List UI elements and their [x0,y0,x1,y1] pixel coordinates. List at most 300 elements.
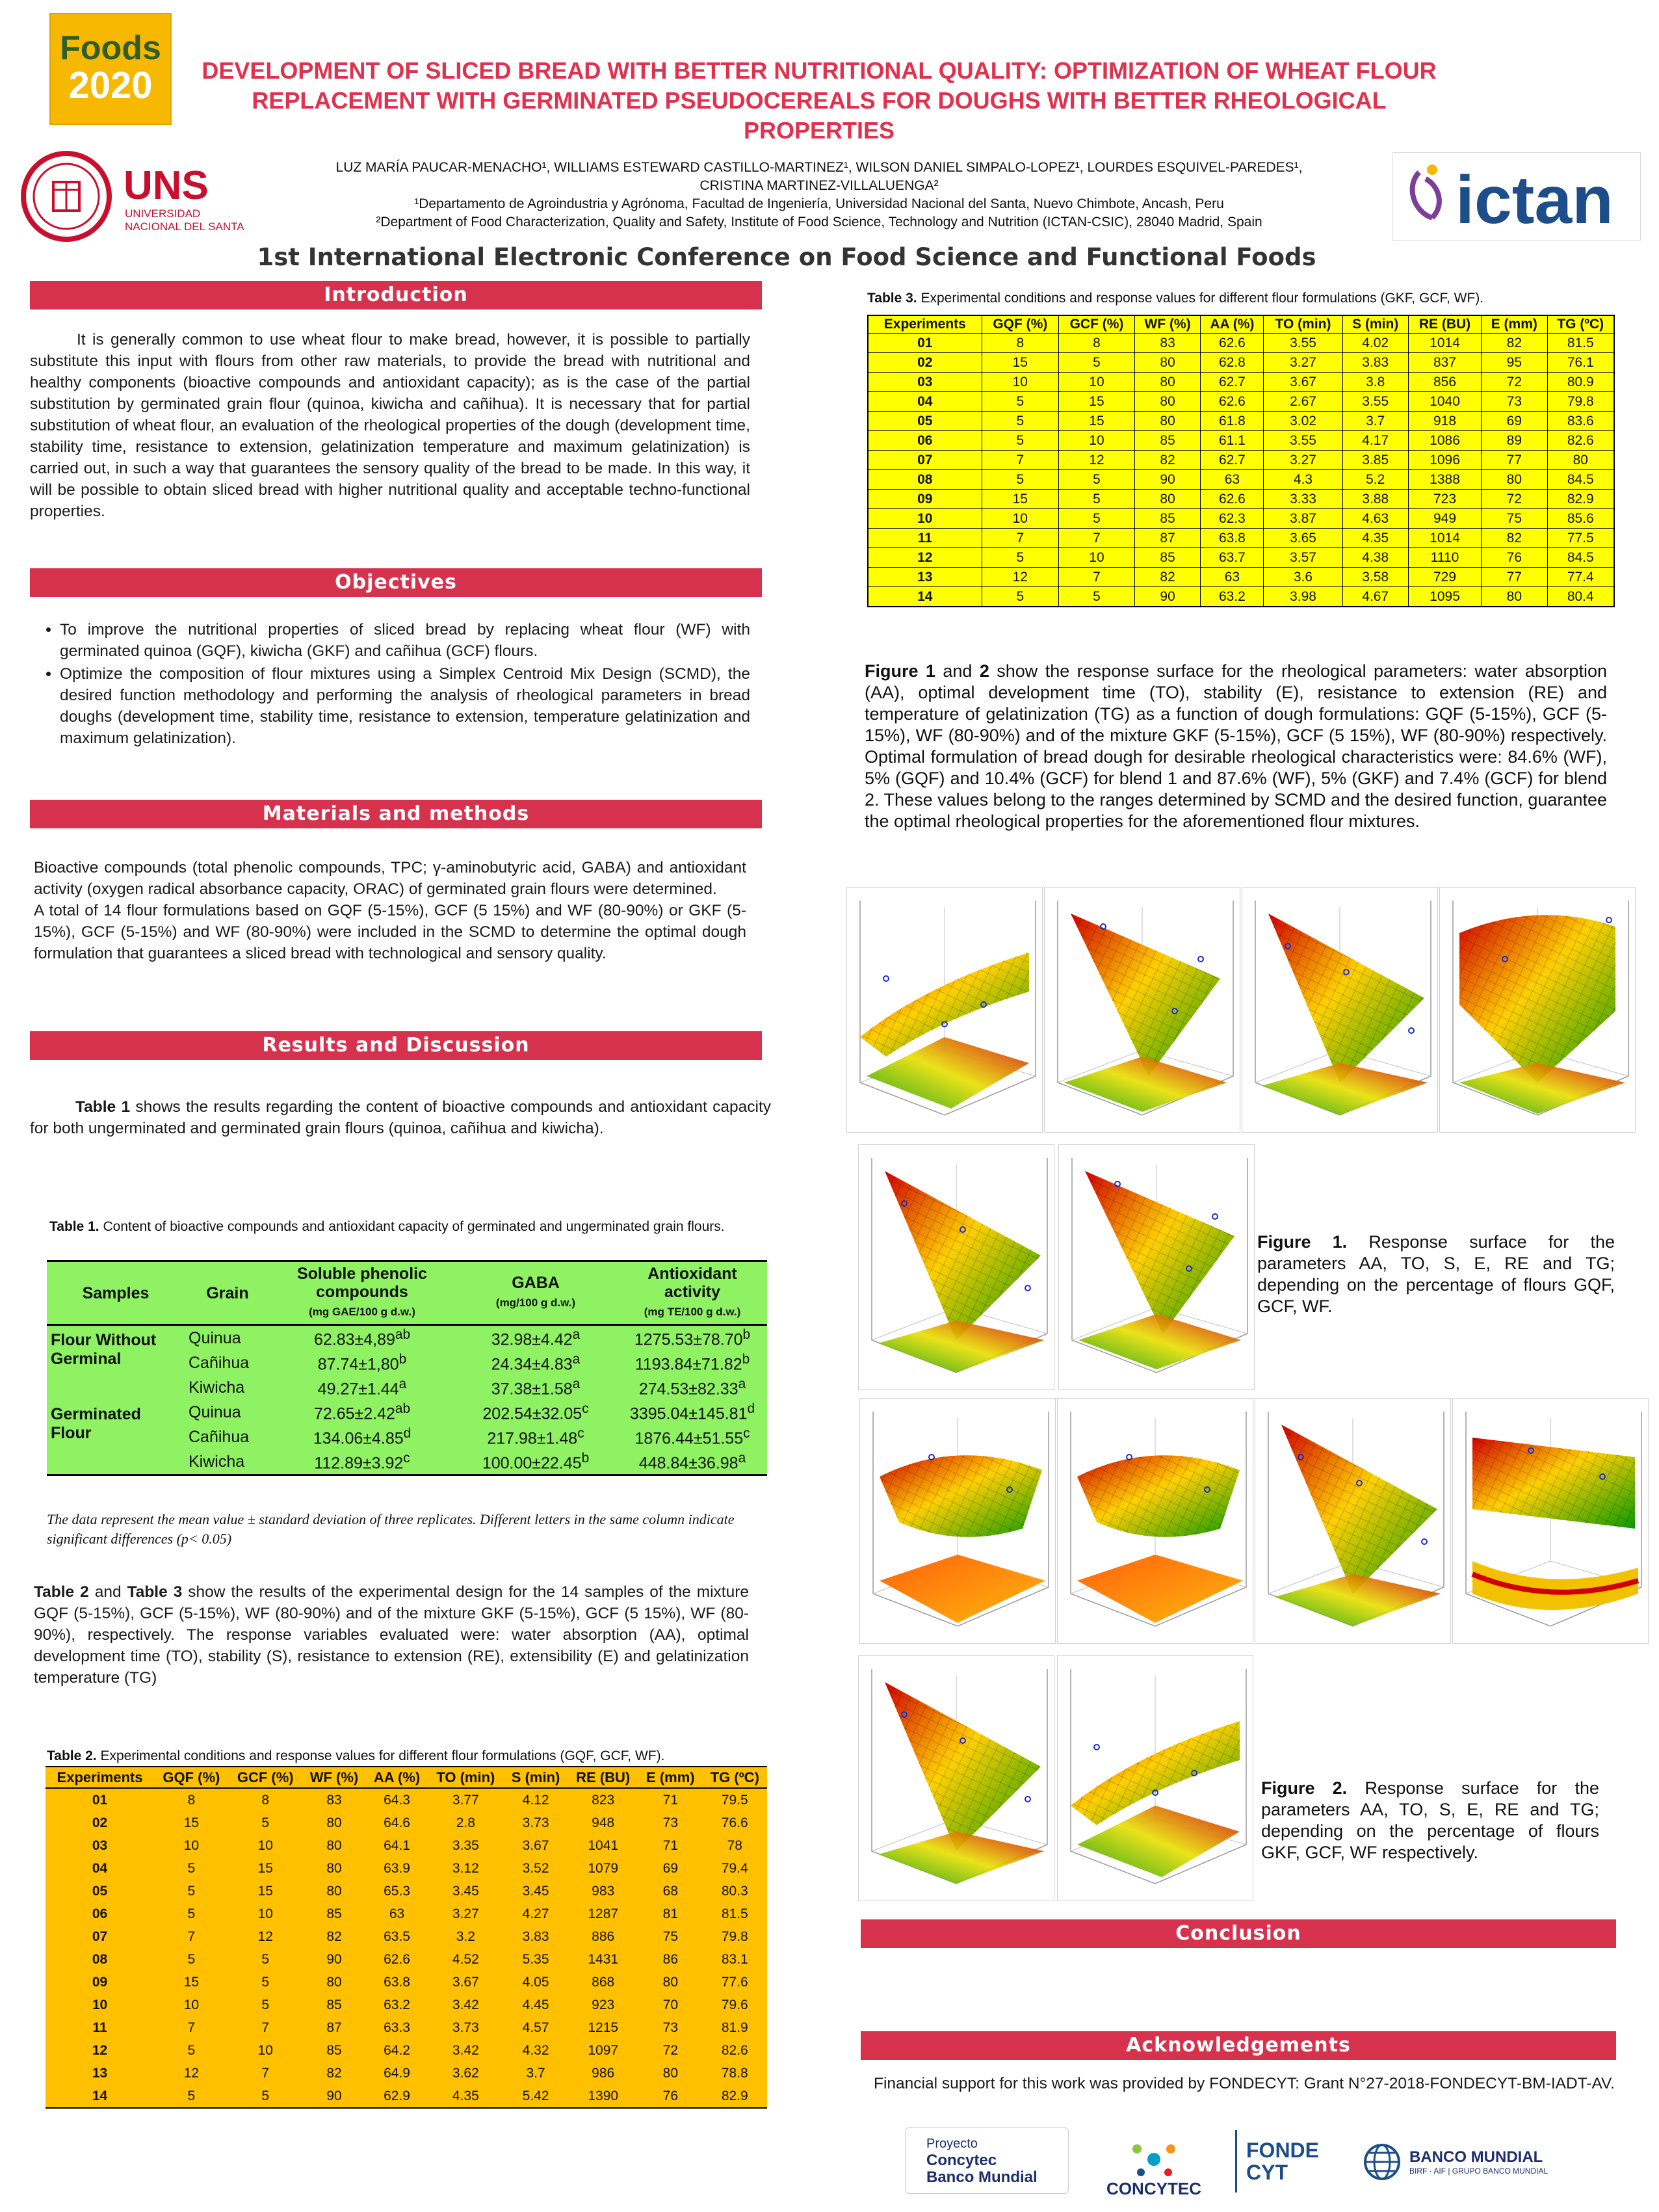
table-row [46,2085,767,2108]
table3-cell: 07 [868,451,982,470]
table3-cell: 89 [1482,431,1547,451]
table2-cell: 948 [592,1815,615,1830]
table2-cell: 1390 [588,2088,619,2103]
table3-cell: 10 [868,509,982,529]
table3-cell: 4.02 [1342,334,1408,353]
table-row [46,1811,767,1834]
table3-cell: 4.17 [1342,431,1408,451]
table2-cell: 5 [187,1883,196,1899]
table1-cell: 1876.44±51.55$^c$ [634,1425,750,1448]
surface-graphic [1058,1399,1253,1643]
table3-cell: 63 [1201,568,1264,587]
table3-cell: 62.7 [1201,451,1264,470]
table2-cell: 1287 [588,1906,619,1921]
table2-cell: 79.5 [721,1792,748,1808]
table3-cell: 62.8 [1201,353,1264,373]
table3-cell: 1096 [1408,451,1481,470]
table2-cell: 86 [662,1951,678,1967]
table3-cell: 72 [1482,490,1547,509]
table2-header: GQF (%) [163,1769,220,1785]
table3-cell: 15 [982,490,1058,509]
table2-cell: 70 [662,1997,678,2012]
table3-cell: 62.6 [1201,334,1264,353]
table2-cell: 5 [261,1951,270,1967]
table3-cell: 10 [1059,431,1135,451]
table-row [47,1325,767,1351]
affiliation-2: ²Department of Food Characterization, Quality and Safety, Institute of Food Science, Technology and Nutrition (ICTAN-CSIC), 28040 Madrid, Spain [376,215,1262,230]
table3-header: WF (%) [1134,315,1200,334]
table2-cell: 7 [187,1929,196,1944]
table2-cell: 10 [257,1837,273,1853]
surface-graphic [1059,1145,1254,1389]
table3-cell: 80 [1134,392,1200,412]
table3-cell: 3.7 [1342,412,1408,431]
table3-cell: 1388 [1408,470,1481,490]
table3-cell: 82.9 [1547,490,1614,509]
table2-cell: 80 [326,1883,342,1899]
table2-cell: 63.9 [384,1860,410,1876]
table3-cell: 80.4 [1547,587,1614,607]
response-surface-plot [1242,887,1438,1133]
table3-cell: 3.27 [1264,353,1342,373]
table2-cell: 823 [592,1792,615,1808]
table3-cell: 2.67 [1264,392,1342,412]
table1-cell: Cañihua [189,1353,250,1372]
table2-cell: 78 [727,1837,742,1853]
objectives-heading: Objectives [30,568,762,597]
table1-cell: 62.83±4,89$^{ab}$ [313,1326,411,1349]
response-surface-plot [1058,1144,1255,1390]
results-paragraph-2: Table 2 and Table 3 show the results of the experimental design for the 14 samples of the mixture GQF (5-15%), GCF (5-15%), WF (80-90%) and of the mixture GKF (5-15%), GCF (5 15%), WF (80-90%), respectively. The response variables evaluated were: water absorption (AA), optimal development time (TO), stability (S), resistance to extension (RE), extensibility (E) and gelatinization temperature (TG) [34,1583,750,1687]
table1-group: Flour Without Germinal [51,1331,157,1368]
conference-name: 1st International Electronic Conference on Food Science and Functional Foods [257,243,1316,271]
table2 [46,1766,767,2109]
table2-cell: 80 [326,1860,342,1876]
table3-cell: 949 [1408,509,1481,529]
table1-header-orac: Antioxidant activity (mg TE/100 g d.w.) [644,1265,741,1318]
table2-cell: 07 [92,1929,108,1944]
table2-cell: 2.8 [456,1815,475,1830]
globe-icon [1363,2142,1402,2181]
table3-cell: 7 [982,529,1058,548]
uns-seal-icon [20,148,244,244]
table2-cell: 4.32 [522,2042,549,2058]
table3-cell: 62.3 [1201,509,1264,529]
svg-text:UNIVERSIDAD: UNIVERSIDAD [125,207,201,220]
table2-cell: 62.6 [384,1951,410,1967]
table2-cell: 1079 [588,1860,619,1876]
table2-cell: 15 [257,1883,273,1899]
table2-cell: 82.9 [721,2088,748,2103]
table3-cell: 04 [868,392,982,412]
table2-cell: 3.67 [452,1974,479,1990]
results-heading: Results and Discussion [30,1031,762,1060]
table3-cell: 3.57 [1264,548,1342,568]
table-row [868,490,1614,509]
table2-cell: 3.45 [452,1883,479,1899]
table3-cell: 82 [1482,334,1547,353]
table3-cell: 84.5 [1547,470,1614,490]
table3-cell: 1086 [1408,431,1481,451]
table-row [868,568,1614,587]
table2-cell: 1215 [588,2020,619,2035]
table-row [46,1994,767,2016]
objective-item: • Optimize the composition of flour mixtures using a Simplex Centroid Mix Design (SCMD), the desired function methodology and performing the analysis of rheological parameters in bread doughs (development time, stability time, resistance to extension, temperature gelatinization and maximum gelatinization). [60,663,750,749]
table2-cell: 12 [92,2042,108,2058]
table3-header: GCF (%) [1059,315,1135,334]
table2-header: E (mm) [646,1769,695,1785]
table2-cell: 65.3 [384,1883,410,1899]
table2-header: TG (ºC) [710,1769,759,1785]
surface-graphic [1045,888,1240,1132]
surface-graphic [1242,888,1437,1132]
table2-cell: 15 [183,1815,200,1830]
table3-cell: 723 [1408,490,1481,509]
table-row [868,548,1614,568]
concytec-dots-icon [1128,2140,1180,2179]
table2-cell: 85 [326,1997,342,2012]
conclusion-heading: Conclusion [861,1919,1616,1948]
surface-graphic [1440,888,1635,1132]
table2-cell: 986 [592,2065,615,2081]
table3-cell: 03 [868,373,982,392]
table3-cell: 14 [868,587,982,607]
table3-cell: 10 [1059,548,1135,568]
table2-cell: 12 [183,2065,200,2081]
table2-cell: 80 [326,1837,342,1853]
table1-header-gaba: GABA (mg/100 g d.w.) [495,1274,576,1309]
table2-cell: 5 [187,1951,196,1967]
table1-cell: 1193.84±71.82$^b$ [634,1351,750,1374]
surface-graphic [1255,1399,1450,1643]
table1-header-tpc: Soluble phenolic compounds (mg GAE/100 g d.w.) [296,1265,427,1318]
surface-graphic [1058,1656,1253,1901]
table2-cell: 82 [326,2065,342,2081]
table2-cell: 3.83 [522,1929,549,1944]
table2-cell: 71 [662,1792,678,1808]
response-surface-plot [846,887,1043,1133]
table3-cell: 3.67 [1264,373,1342,392]
table2-cell: 5.35 [522,1951,549,1967]
acknowledgements-text: Financial support for this work was provided by FONDECYT: Grant N°27-2018-FONDECYT-BM-IADT-AV. [874,2075,1615,2092]
table3-cell: 95 [1482,353,1547,373]
table3-cell: 15 [1059,412,1135,431]
table2-cell: 4.12 [522,1792,549,1808]
table1-header-samples: Samples [82,1284,150,1302]
concytec-logo: CONCYTEC [1092,2121,1216,2199]
table3-cell: 77 [1482,568,1547,587]
table3-cell: 3.6 [1264,568,1342,587]
table3-cell: 1095 [1408,587,1481,607]
table3-cell: 5 [982,470,1058,490]
table3-cell: 80 [1134,373,1200,392]
concytec-bm-logo: Proyecto Concytec Banco Mundial [905,2127,1069,2194]
table3-cell: 77.4 [1547,568,1614,587]
table3-cell: 1040 [1408,392,1481,412]
table3-cell: 5 [982,431,1058,451]
table3-cell: 13 [868,568,982,587]
table3-cell: 62.6 [1201,490,1264,509]
svg-text:UNS: UNS [124,163,209,208]
table3-cell: 3.02 [1264,412,1342,431]
response-surface-plot [1452,1398,1649,1644]
table3-cell: 62.6 [1201,392,1264,412]
surface-graphic [1453,1399,1648,1643]
table2-cell: 5 [187,1906,196,1921]
table3-cell: 1110 [1408,548,1481,568]
table1-cell: 1275.53±78.70$^b$ [634,1326,751,1349]
table3-cell: 5 [982,392,1058,412]
table1-cell: 87.74±1,80$^b$ [317,1351,407,1374]
table2-cell: 3.77 [452,1792,479,1808]
table3-cell: 3.55 [1342,392,1408,412]
table1-caption: Table 1. Content of bioactive compounds and antioxidant capacity of germinated and ungerminated grain flours. [49,1219,725,1234]
table3-cell: 3.83 [1342,353,1408,373]
table2-cell: 05 [92,1883,108,1899]
figures-description: Figure 1 and 2 show the response surface for the rheological parameters: water absorption (AA), optimal development time (TO), stability (E), resistance to extension (RE) and temperature of gelatinization (TG) as a function of dough formulations: GQF (5-15%), GCF (5-15%), WF (80-90%) and of the mixture GKF (5-15%), GCF (5 15%), WF (80-90%) respectively. Optimal formulation of bread dough for desirable rheological characteristics were: 84.6% (WF), 5% (GQF) and 10.4% (GCF) for blend 1 and 87.6% (WF), 5% (GKF) and 7.4% (GCF) for blend 2. These values belong to the ranges determined by SCMD and the desired function, guarantee the optimal rheological properties for the aforementioned flour mixtures. [865,661,1607,831]
table2-cell: 64.3 [384,1792,410,1808]
response-surface-plot [1255,1398,1451,1644]
table2-header: S (min) [511,1769,560,1785]
table3-cell: 7 [1059,568,1135,587]
authors-line-2: CRISTINA MARTINEZ-VILLALUENGA² [699,178,939,193]
table2-header: RE (BU) [576,1769,631,1785]
table3-cell: 5 [1059,490,1135,509]
table1-cell: Quinua [189,1402,241,1421]
table-row [46,1857,767,1880]
table2-cell: 3.27 [452,1906,479,1921]
table3-cell: 79.8 [1547,392,1614,412]
table2-cell: 3.7 [526,2065,545,2081]
table2-cell: 78.8 [721,2065,748,2081]
table3-cell: 4.35 [1342,529,1408,548]
table3-cell: 7 [982,451,1058,470]
table3-header: TG (ºC) [1547,315,1614,334]
table2-cell: 76 [662,2088,678,2103]
table3-cell: 82 [1482,529,1547,548]
table-row [868,509,1614,529]
table2-cell: 14 [92,2088,108,2103]
table-row [868,451,1614,470]
table-row [46,1903,767,1925]
table3-cell: 5.2 [1342,470,1408,490]
table3-cell: 87 [1134,529,1200,548]
response-surface-plot [858,1144,1054,1390]
table2-cell: 1097 [588,2042,619,2058]
table2-cell: 4.27 [522,1906,549,1921]
table1 [47,1260,767,1476]
table2-cell: 4.52 [452,1951,479,1967]
table3-header: Experiments [868,315,982,334]
surface-graphic [859,1145,1054,1389]
table1-header-grain: Grain [206,1284,249,1302]
table2-cell: 1041 [588,1837,619,1853]
table2-cell: 71 [662,1837,678,1853]
table3-cell: 63.7 [1201,548,1264,568]
table2-cell: 10 [92,1997,108,2012]
table3-cell: 80 [1134,490,1200,509]
table3-cell: 02 [868,353,982,373]
table3-cell: 856 [1408,373,1481,392]
table-row [46,2016,767,2039]
table1-cell: 202.54±32.05$^c$ [482,1401,589,1423]
table2-cell: 11 [92,2020,107,2035]
table3-cell: 85 [1134,509,1200,529]
methods-heading: Materials and methods [30,800,762,828]
table1-cell: Cañihua [189,1427,250,1446]
table2-cell: 62.9 [384,2088,410,2103]
table2-cell: 868 [592,1974,615,1990]
table3-cell: 4.63 [1342,509,1408,529]
table2-cell: 5 [261,1815,270,1830]
poster-title: DEVELOPMENT OF SLICED BREAD WITH BETTER NUTRITIONAL QUALITY: OPTIMIZATION OF WHEAT FLOUR REPLACEMENT WITH GERMINATED PSEUDOCEREALS FOR DOUGHS WITH BETTER RHEOLOGICAL PROPERTIES [202,57,1437,144]
table2-cell: 82.6 [721,2042,748,2058]
table2-header: WF (%) [309,1769,359,1785]
table3-cell: 918 [1408,412,1481,431]
table2-cell: 80.3 [721,1883,748,1899]
table3-cell: 12 [1059,451,1135,470]
table3-cell: 3.85 [1342,451,1408,470]
table3-cell: 09 [868,490,982,509]
table3-cell: 12 [982,568,1058,587]
table3-cell: 90 [1134,470,1200,490]
introduction-heading: Introduction [30,281,762,309]
table3-cell: 63 [1201,470,1264,490]
table2-cell: 64.1 [384,1837,410,1853]
table-row [46,1880,767,1903]
table2-cell: 15 [183,1974,200,1990]
table2-cell: 4.45 [522,1997,549,2012]
table-row [868,373,1614,392]
table2-cell: 7 [261,2065,270,2081]
table3-cell: 85 [1134,548,1200,568]
table2-cell: 3.35 [452,1837,479,1853]
table-row [46,1971,767,1994]
table2-cell: 82 [326,1929,342,1944]
table2-cell: 83.1 [721,1951,748,1967]
table2-cell: 72 [662,2042,678,2058]
ictan-logo [1392,152,1641,241]
table2-cell: 10 [183,1837,200,1853]
table2-cell: 4.35 [452,2088,479,2103]
table2-cell: 76.6 [721,1815,748,1830]
table3-cell: 3.55 [1264,334,1342,353]
table2-cell: 03 [92,1837,108,1853]
table1-cell: 217.98±1.48$^c$ [487,1425,584,1448]
table2-cell: 7 [261,2020,270,2035]
methods-paragraph-2: A total of 14 flour formulations based on GQF (5-15%), GCF (5 15%) and WF (80-90%) or GKF (5-15%), GCF (5-15%) and WF (80-90%) were included in the SCMD to determine the optimal dough formulation that guarantees a sliced bread with technological and sensory quality. [34,902,746,962]
table2-cell: 1431 [588,1951,619,1967]
table2-cell: 3.52 [522,1860,549,1876]
table3-cell: 3.58 [1342,568,1408,587]
table2-cell: 3.62 [452,2065,479,2081]
table3-cell: 90 [1134,587,1200,607]
table2-cell: 04 [92,1860,108,1876]
table-row [868,470,1614,490]
table3-cell: 4.3 [1264,470,1342,490]
table3-cell: 83 [1134,334,1200,353]
table1-cell: 24.34±4.83$^a$ [491,1351,581,1374]
table2-cell: 5 [187,1860,196,1876]
table2-cell: 5.42 [522,2088,549,2103]
table-row [868,529,1614,548]
table3-header: S (min) [1342,315,1408,334]
table1-cell: 3395.04±145.81$^d$ [629,1401,755,1423]
table2-cell: 73 [662,2020,678,2035]
table2-cell: 923 [592,1997,615,2012]
table3-cell: 77 [1482,451,1547,470]
table2-cell: 81 [662,1906,678,1921]
table2-cell: 63.8 [384,1974,410,1990]
table2-cell: 983 [592,1883,615,1899]
table2-cell: 81.9 [721,2020,748,2035]
table-row [47,1400,767,1425]
table2-cell: 5 [187,2088,196,2103]
table3-cell: 80 [1482,470,1547,490]
table1-cell: 112.89±3.92$^c$ [314,1450,410,1473]
table2-cell: 3.42 [452,2042,479,2058]
table2-cell: 64.9 [384,2065,410,2081]
table3-cell: 61.1 [1201,431,1264,451]
table-row [868,392,1614,412]
table2-cell: 85 [326,2042,342,2058]
table3-cell: 5 [1059,587,1135,607]
table2-cell: 79.8 [721,1929,748,1944]
table3-cell: 837 [1408,353,1481,373]
table3-cell: 5 [982,587,1058,607]
introduction-text: It is generally common to use wheat flour to make bread, however, it is possible to partially substitute this input with flours from other raw materials, to provide the bread with nutritional and healthy components (bioactive compounds and antioxidant capacity); as is the case of the partial substitution by germinated grain flour (quinoa, kiwicha and cañihua). It is necessary that for partial substitution of wheat flour, an evaluation of the rheological properties of the dough (development time, stability time, resistance to extension, gelatinization temperature and maximum gelatinization) is carried out, in such a way that guarantees the sensory quality of the bread to be made. In this way, it will be possible to obtain sliced bread with higher nutritional quality and acceptable techno-functional properties. [30,331,750,520]
table2-cell: 69 [662,1860,678,1876]
response-surface-plot [858,1655,1054,1901]
table1-cell: 32.98±4.42$^a$ [491,1326,581,1349]
table3-cell: 3.98 [1264,587,1342,607]
table3-cell: 84.5 [1547,548,1614,568]
table1-cell: Kiwicha [189,1452,245,1471]
table3-cell: 729 [1408,568,1481,587]
table3-cell: 5 [982,412,1058,431]
figure2-caption: Figure 2. Response surface for the parameters AA, TO, S, E, RE and TG; depending on the percentage of flours GKF, GCF, WF respectively. [1261,1778,1599,1862]
table2-cell: 7 [187,2020,196,2035]
table1-cell: 37.38±1.58$^a$ [491,1376,581,1399]
methods-text [34,857,746,964]
table-row [46,1788,767,1811]
table1-cell: 448.84±36.98$^a$ [638,1450,746,1473]
table3-cell: 85 [1134,431,1200,451]
table3-cell: 69 [1482,412,1547,431]
table1-cell: 134.06±4.85$^d$ [313,1425,411,1448]
table3-cell: 3.88 [1342,490,1408,509]
table2-header: Experiments [57,1769,143,1785]
table2-cell: 63.5 [384,1929,410,1944]
table3-cell: 1014 [1408,334,1481,353]
table2-cell: 3.73 [452,2020,479,2035]
table3-cell: 3.8 [1342,373,1408,392]
table2-cell: 80 [662,2065,678,2081]
table2-caption: Table 2. Experimental conditions and response values for different flour formulations (GQF, GCF, WF). [47,1748,665,1763]
table2-cell: 63.2 [384,1997,410,2012]
table3-cell: 82.6 [1547,431,1614,451]
table2-cell: 68 [662,1883,678,1899]
table2-cell: 886 [592,1929,615,1944]
table3-cell: 8 [982,334,1058,353]
table-row [868,431,1614,451]
logo-year: 2020 [68,64,153,107]
table2-cell: 10 [257,2042,273,2058]
response-surface-plot [1057,1398,1253,1644]
table1-note: The data represent the mean value ± standard deviation of three replicates. Different letters in the same column indicate significant differences (p< 0.05) [47,1511,735,1547]
table3-cell: 05 [868,412,982,431]
table3-cell: 83.6 [1547,412,1614,431]
